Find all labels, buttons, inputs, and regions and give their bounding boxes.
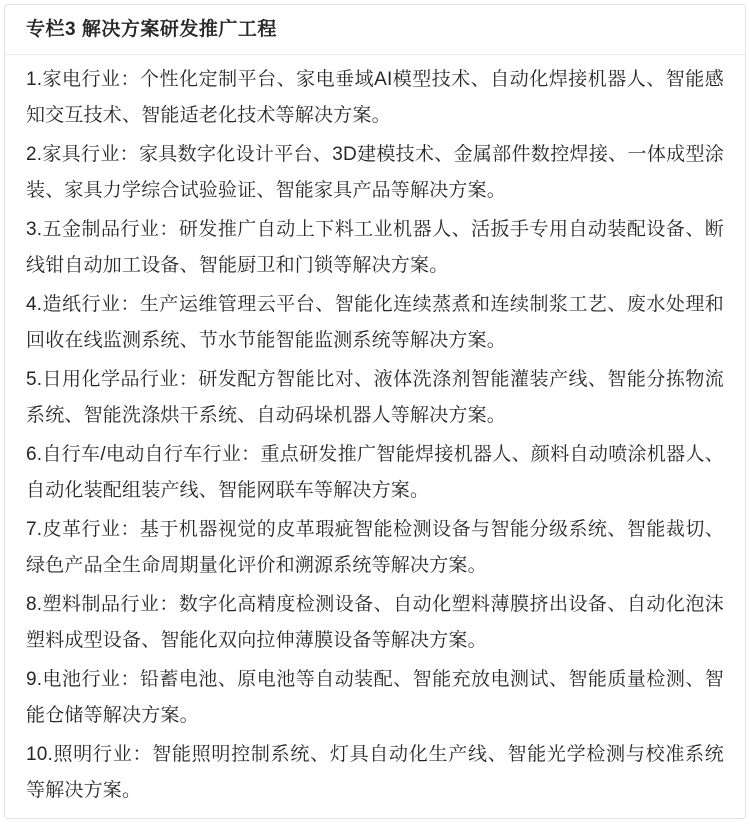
- industry-paragraph-appliance: 1.家电行业：个性化定制平台、家电垂域AI模型技术、自动化焊接机器人、智能感知交互技术、智能适老化技术等解决方案。: [26, 69, 724, 126]
- industry-paragraph-leather: 7.皮革行业：基于机器视觉的皮革瑕疵智能检测设备与智能分级系统、智能裁切、绿色产品全生命周期量化评价和溯源系统等解决方案。: [26, 519, 724, 576]
- panel-title: 专栏3 解决方案研发推广工程: [26, 19, 277, 40]
- column-panel: [4, 4, 746, 819]
- panel-body: [5, 55, 745, 817]
- industry-paragraph-battery: 9.电池行业：铅蓄电池、原电池等自动装配、智能充放电测试、智能质量检测、智能仓储等解决方案。: [26, 669, 724, 726]
- industry-paragraph-bicycle: 6.自行车/电动自行车行业：重点研发推广智能焊接机器人、颜料自动喷涂机器人、自动化装配组装产线、智能网联车等解决方案。: [26, 444, 724, 501]
- industry-paragraph-plastic: 8.塑料制品行业：数字化高精度检测设备、自动化塑料薄膜挤出设备、自动化泡沫塑料成型设备、智能化双向拉伸薄膜设备等解决方案。: [26, 594, 724, 651]
- industry-paragraph-lighting: 10.照明行业：智能照明控制系统、灯具自动化生产线、智能光学检测与校准系统等解决方案。: [26, 744, 724, 801]
- industry-paragraph-hardware: 3.五金制品行业：研发推广自动上下料工业机器人、活扳手专用自动装配设备、断线钳自动加工设备、智能厨卫和门锁等解决方案。: [26, 219, 724, 276]
- industry-paragraph-chemical: 5.日用化学品行业：研发配方智能比对、液体洗涤剂智能灌装产线、智能分拣物流系统、智能洗涤烘干系统、自动码垛机器人等解决方案。: [26, 369, 724, 426]
- panel-header: [5, 5, 745, 55]
- industry-paragraph-furniture: 2.家具行业：家具数字化设计平台、3D建模技术、金属部件数控焊接、一体成型涂装、家具力学综合试验验证、智能家具产品等解决方案。: [26, 144, 724, 201]
- industry-paragraph-paper: 4.造纸行业：生产运维管理云平台、智能化连续蒸煮和连续制浆工艺、废水处理和回收在线监测系统、节水节能智能监测系统等解决方案。: [26, 294, 724, 351]
